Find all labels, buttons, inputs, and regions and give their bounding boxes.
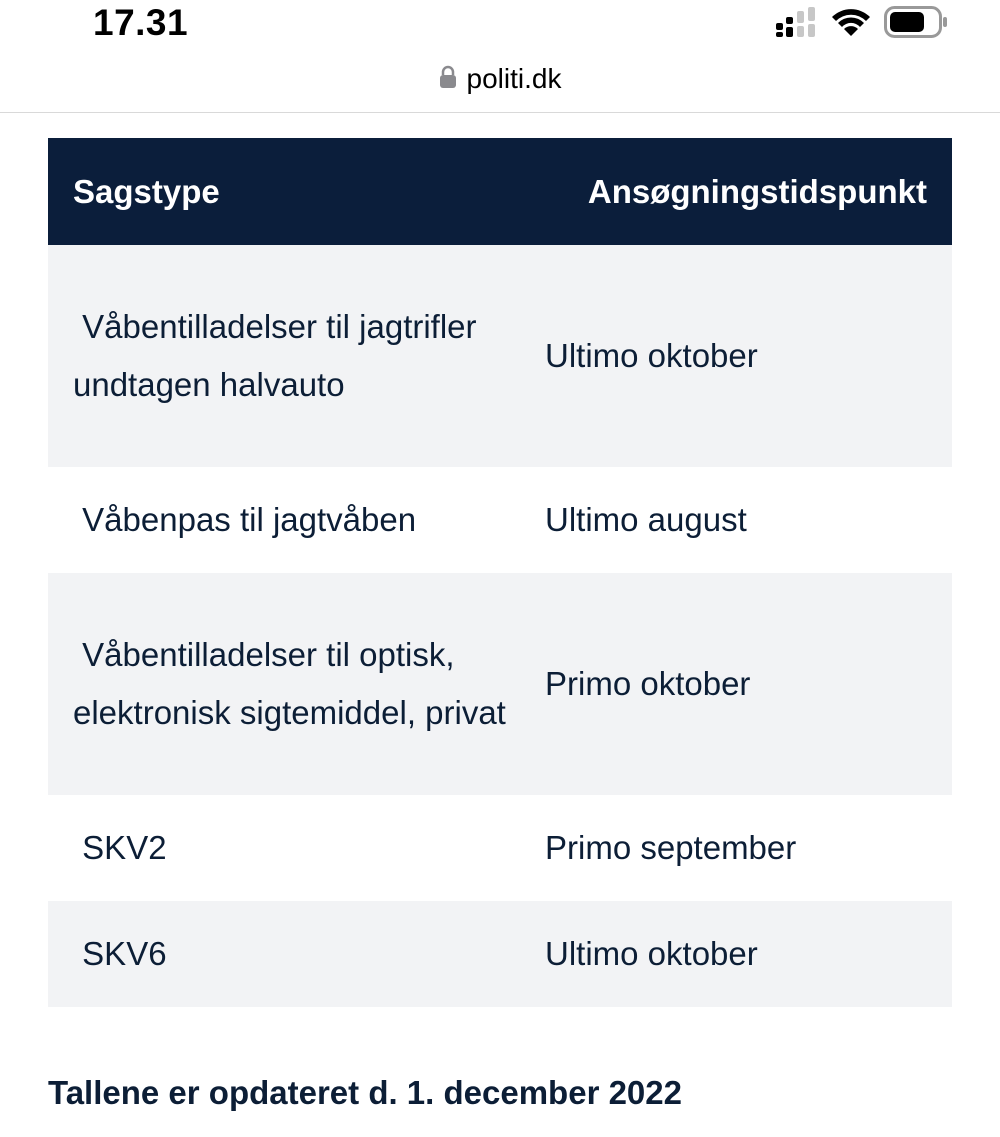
cell-tidspunkt: Ultimo august — [545, 501, 747, 538]
cell-tidspunkt: Ultimo oktober — [545, 337, 758, 374]
table-row — [48, 795, 952, 901]
updated-note: Tallene er opdateret d. 1. december 2022 — [48, 1074, 682, 1111]
toolbar-divider — [0, 112, 1000, 113]
address-bar[interactable] — [0, 56, 1000, 102]
table-row — [48, 573, 952, 795]
case-type-table — [48, 138, 952, 1007]
cell-sagstype: Våbentilladelser til optisk, elektronisk sigtemiddel, privat — [73, 636, 506, 731]
lock-icon — [439, 65, 457, 94]
status-icons — [776, 6, 948, 43]
cell-sagstype: Våbentilladelser til jagtrifler undtagen halvauto — [73, 308, 486, 403]
table-row — [48, 467, 952, 573]
cell-tidspunkt: Primo oktober — [545, 665, 751, 702]
battery-icon — [884, 6, 948, 43]
column-header-ansoegningstidspunkt: Ansøgningstidspunkt — [587, 172, 927, 210]
table-row — [48, 245, 952, 467]
table-header-row — [48, 138, 952, 245]
table-row — [48, 901, 952, 1007]
status-bar — [0, 0, 1000, 50]
cellular-signal-icon — [776, 7, 818, 42]
cell-sagstype: Våbenpas til jagtvåben — [73, 501, 417, 538]
cell-sagstype: SKV6 — [73, 935, 167, 972]
cell-tidspunkt: Primo september — [545, 829, 797, 866]
wifi-icon — [832, 7, 870, 42]
cell-sagstype: SKV2 — [73, 829, 167, 866]
column-header-sagstype: Sagstype — [73, 172, 220, 210]
status-time: 17.31 — [93, 2, 189, 43]
url-text[interactable]: politi.dk — [466, 63, 562, 94]
cell-tidspunkt: Ultimo oktober — [545, 935, 758, 972]
